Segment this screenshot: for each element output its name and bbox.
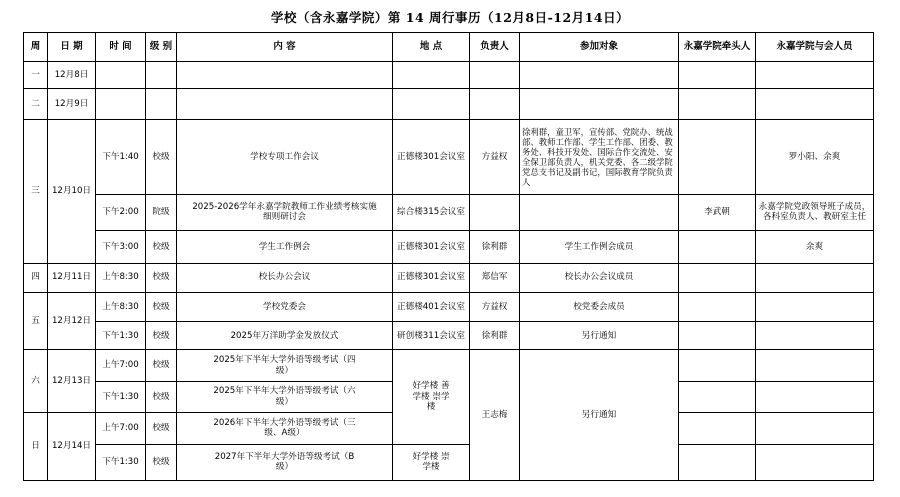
col-header-level: 级 别 [146,33,177,62]
yj-attendees-cell [756,350,874,381]
time-cell: 下午2:00 [96,194,146,230]
participants-cell: 校党委会成员 [520,292,679,321]
yj-attendees-cell: 永嘉学院党政领导班子成员，各科室负责人、教研室主任 [756,194,874,230]
content-cell: 2027年下半年大学外语等级考试（B级） [177,444,393,481]
week-cell: 三 [24,119,48,263]
table-row [24,350,874,381]
level-cell: 校级 [146,231,177,263]
yj-lead-cell [679,350,756,381]
yj-lead-cell [679,322,756,350]
content-cell: 2025年下半年大学外语等级考试（四级） [177,350,393,381]
content-cell: 校长办公会议 [177,263,393,292]
week-cell: 六 [24,350,48,413]
week-cell: 日 [24,413,48,481]
content-cell: 2026年下半年大学外语等级考试（三级、A级） [177,413,393,444]
content-cell: 学校党委会 [177,292,393,321]
date-cell: 12月14日 [48,413,96,481]
participants-cell: 另行通知 [520,350,679,481]
location-cell: 好学楼 善学楼 崇学楼 [393,350,470,444]
location-cell: 正德楼301会议室 [393,231,470,263]
participants-cell: 校长办公会议成员 [520,263,679,292]
time-cell: 上午7:00 [96,413,146,444]
owner-cell [470,194,520,230]
content-cell: 学校专项工作会议 [177,119,393,194]
table-row [24,231,874,263]
col-header-owner: 负责人 [470,33,520,62]
time-cell: 下午1:40 [96,119,146,194]
date-cell: 12月13日 [48,350,96,413]
yj-attendees-cell [756,413,874,444]
date-cell: 12月9日 [48,88,96,119]
yj-attendees-cell [756,292,874,321]
header-row [24,33,874,62]
content-cell: 2025-2026学年永嘉学院教师工作业绩考核实施细则研讨会 [177,194,393,230]
yj-attendees-cell [756,381,874,412]
level-cell: 校级 [146,381,177,412]
participants-cell: 学生工作例会成员 [520,231,679,263]
content-cell: 2025年万洋助学金发放仪式 [177,322,393,350]
level-cell: 校级 [146,322,177,350]
yj-lead-cell [679,292,756,321]
location-cell: 正德楼301会议室 [393,119,470,194]
level-cell: 校级 [146,263,177,292]
yj-attendees-cell [756,322,874,350]
week-cell: 一 [24,62,48,88]
location-cell: 正德楼401会议室 [393,292,470,321]
table-row [24,62,874,88]
week-cell: 四 [24,263,48,292]
yj-lead-cell [679,119,756,194]
yj-lead-cell [679,231,756,263]
level-cell: 校级 [146,119,177,194]
yj-lead-cell [679,413,756,444]
level-cell: 校级 [146,413,177,444]
participants-cell [520,194,679,230]
level-cell: 校级 [146,350,177,381]
owner-cell: 方益权 [470,292,520,321]
table-row [24,88,874,119]
location-cell: 综合楼315会议室 [393,194,470,230]
page-title: 学校（含永嘉学院）第 14 周行事历（12月8日-12月14日） [270,10,630,25]
col-header-content: 内 容 [177,33,393,62]
owner-cell: 方益权 [470,119,520,194]
col-header-week: 周 [24,33,48,62]
participants-cell: 徐利群，童卫军，宣传部、党院办、统战部、教师工作部、学生工作部、团委、教务处、科技开发处、国际合作交流处、安全保卫部负责人，机关党委、各二级学院党总支书记及副书记，国际教育学院负责人 [520,119,679,194]
content-cell: 学生工作例会 [177,231,393,263]
level-cell: 校级 [146,292,177,321]
yj-lead-cell: 李武朝 [679,194,756,230]
location-cell: 研创楼311会议室 [393,322,470,350]
time-cell: 上午8:30 [96,263,146,292]
table-row [24,444,874,481]
level-cell: 院级 [146,194,177,230]
date-cell: 12月8日 [48,62,96,88]
time-cell: 下午1:30 [96,381,146,412]
content-cell: 2025年下半年大学外语等级考试（六级） [177,381,393,412]
location-cell: 好学楼 崇学楼 [393,444,470,481]
time-cell: 下午1:30 [96,322,146,350]
table-row [24,292,874,321]
location-cell: 正德楼301会议室 [393,263,470,292]
date-cell: 12月10日 [48,119,96,263]
col-header-yj-attendees: 永嘉学院与会人员 [756,33,874,62]
owner-cell: 郑信军 [470,263,520,292]
time-cell: 上午7:00 [96,350,146,381]
table-row [24,263,874,292]
col-header-date: 日 期 [48,33,96,62]
owner-cell: 徐利群 [470,231,520,263]
yj-lead-cell [679,263,756,292]
table-row [24,194,874,230]
table-row [24,119,874,194]
yj-attendees-cell [756,263,874,292]
time-cell: 下午1:30 [96,444,146,481]
date-cell: 12月11日 [48,263,96,292]
col-header-participants: 参加对象 [520,33,679,62]
yj-attendees-cell: 余爽 [756,231,874,263]
time-cell: 上午8:30 [96,292,146,321]
yj-lead-cell [679,444,756,481]
col-header-time: 时 间 [96,33,146,62]
owner-cell: 徐利群 [470,322,520,350]
time-cell: 下午3:00 [96,231,146,263]
yj-attendees-cell [756,444,874,481]
week-cell: 五 [24,292,48,350]
owner-cell: 王志梅 [470,350,520,481]
col-header-location: 地 点 [393,33,470,62]
level-cell: 校级 [146,444,177,481]
participants-cell: 另行通知 [520,322,679,350]
col-header-yj-lead: 永嘉学院牵头人 [679,33,756,62]
table-row [24,322,874,350]
yj-lead-cell [679,381,756,412]
schedule-table [23,32,874,481]
date-cell: 12月12日 [48,292,96,350]
week-cell: 二 [24,88,48,119]
yj-attendees-cell: 罗小阳、余爽 [756,119,874,194]
